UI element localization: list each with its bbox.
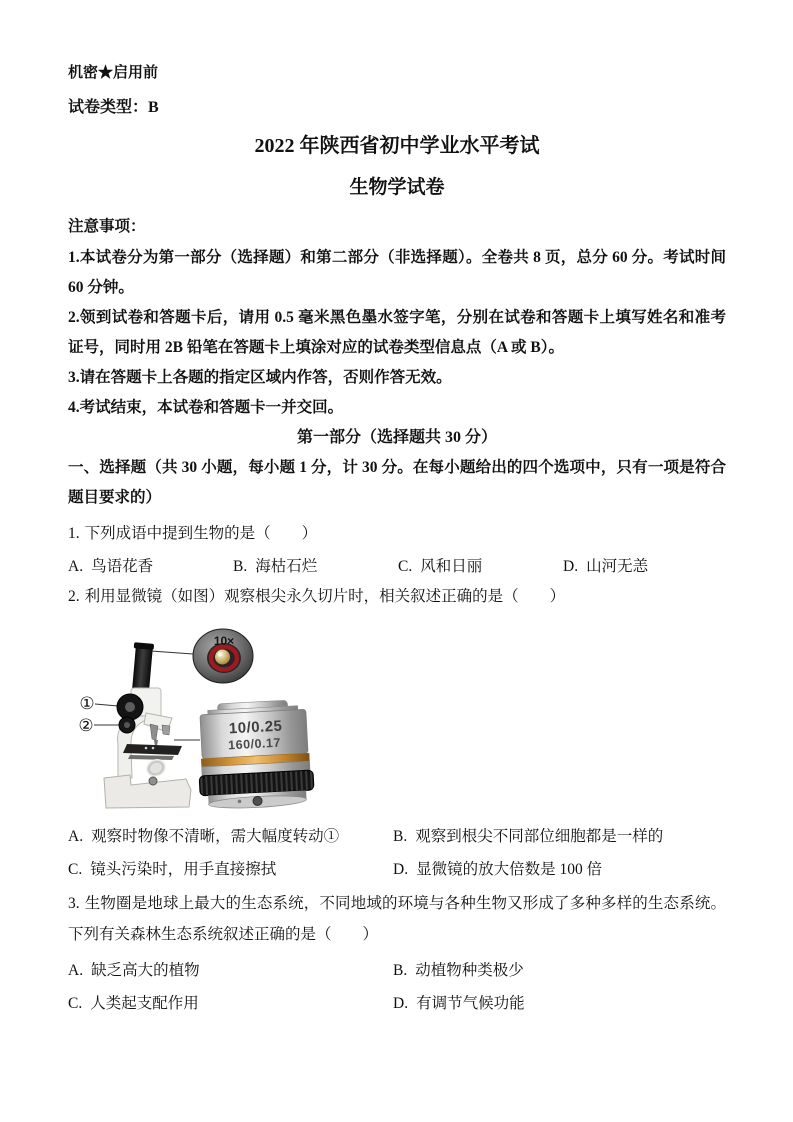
mirror-joint <box>149 777 157 785</box>
mirror <box>144 757 168 779</box>
paper-header <box>68 64 726 200</box>
option-text: 观察时物像不清晰，需大幅度转动① <box>91 828 340 845</box>
microscope-illustration <box>74 618 324 818</box>
option-text: 风和日丽 <box>420 558 483 575</box>
question-1 <box>68 519 726 582</box>
option-label: C. <box>68 861 83 878</box>
part1-heading: 第一部分（选择题共 30 分） <box>296 429 497 446</box>
option-a <box>68 954 393 987</box>
option-text: 观察到根尖不同部位细胞都是一样的 <box>415 828 664 845</box>
option-label: B. <box>233 558 248 575</box>
option-text: 显微镜的放大倍数是 100 倍 <box>416 861 603 878</box>
question-number: 3. <box>68 895 80 912</box>
objective-lens-photo <box>195 699 314 810</box>
eyepiece-lens <box>215 650 230 665</box>
option-text: 人类起支配作用 <box>90 995 199 1012</box>
notice-item-3: 3.请在答题卡上各题的指定区域内作答，否则作答无效。 <box>68 369 452 386</box>
option-text: 缺乏高大的植物 <box>91 962 200 979</box>
section1-intro: 一、选择题（共 30 小题，每小题 1 分，计 30 分。在每小题给出的四个选项中，只有一项是符合题目要求的） <box>68 459 726 506</box>
stage <box>123 744 182 755</box>
question-2-stem <box>68 582 726 612</box>
question-text: 生物圈是地球上最大的生态系统，不同地域的环境与各种生物又形成了多种多样的生态系统。下列有关森林生态系统叙述正确的是（ ） <box>68 895 726 943</box>
question-text: 下列成语中提到生物的是（ ） <box>84 525 318 542</box>
objective-on-scope <box>150 724 158 740</box>
option-a <box>68 552 233 582</box>
question-2-options <box>68 820 726 886</box>
question-number: 1. <box>68 525 80 542</box>
option-c <box>68 853 393 886</box>
question-1-stem <box>68 519 726 549</box>
option-label: C. <box>398 558 413 575</box>
objective-spec-line2: 160/0.17 <box>227 735 282 753</box>
question-3-options <box>68 954 726 1020</box>
option-d <box>563 552 648 582</box>
option-label: B. <box>393 962 408 979</box>
paper-type-label: 试卷类型：B <box>68 99 159 116</box>
callout-1: ① <box>79 694 95 713</box>
microscope-figure <box>74 618 324 818</box>
question-text: 利用显微镜（如图）观察根尖永久切片时，相关叙述正确的是（ ） <box>84 588 566 605</box>
eyepiece-tube <box>132 644 153 691</box>
objective-on-scope <box>162 725 170 735</box>
options-row <box>68 820 726 853</box>
option-label: C. <box>68 995 83 1012</box>
option-c <box>398 552 563 582</box>
option-b <box>393 954 524 987</box>
option-label: D. <box>563 558 579 575</box>
notice-item-4: 4.考试结束，本试卷和答题卡一并交回。 <box>68 399 344 416</box>
eyepiece-view <box>193 629 253 683</box>
question-2 <box>68 582 726 886</box>
question-3 <box>68 888 726 1020</box>
option-b <box>393 820 663 853</box>
question-1-options <box>68 552 726 582</box>
stage-shelf <box>128 755 174 760</box>
objective-spec-line1: 10/0.25 <box>228 717 283 738</box>
option-b <box>233 552 398 582</box>
option-label: A. <box>68 558 84 575</box>
exam-title: 2022 年陕西省初中学业水平考试 <box>254 135 540 157</box>
option-label: A. <box>68 962 84 979</box>
callout-2: ② <box>78 716 94 735</box>
question-3-stem <box>68 888 726 950</box>
eyepiece-magnification-label: 10× <box>213 634 235 648</box>
exam-subtitle: 生物学试卷 <box>349 177 445 198</box>
notice-heading: 注意事项： <box>68 218 146 235</box>
option-text: 鸟语花香 <box>91 558 154 575</box>
options-row <box>68 853 726 886</box>
notice-item-1: 1.本试卷分为第一部分（选择题）和第二部分（非选择题）。全卷共 8 页，总分 60 分。考试时间 60 分钟。 <box>68 249 726 296</box>
notice-item-2: 2.领到试卷和答题卡后，请用 0.5 毫米黑色墨水签字笔，分别在试卷和答题卡上填写姓名和准考证号，同时用 2B 铅笔在答题卡上填涂对应的试卷类型信息点（A 或 B）。 <box>68 309 726 356</box>
option-label: A. <box>68 828 84 845</box>
question-number: 2. <box>68 588 80 605</box>
option-text: 山河无恙 <box>586 558 649 575</box>
secrecy-label: 机密★启用前 <box>68 65 159 81</box>
option-d <box>393 987 525 1020</box>
objective-rear-aperture <box>253 796 262 805</box>
option-label: D. <box>393 995 409 1012</box>
option-text: 镜头污染时，用手直接擦拭 <box>90 861 277 878</box>
option-text: 海枯石烂 <box>255 558 318 575</box>
option-label: B. <box>393 828 408 845</box>
notice-section <box>68 217 726 423</box>
options-row <box>68 954 726 987</box>
option-text: 动植物种类极少 <box>415 962 524 979</box>
options-row <box>68 987 726 1020</box>
option-text: 有调节气候功能 <box>416 995 525 1012</box>
option-a <box>68 820 393 853</box>
option-label: D. <box>393 861 409 878</box>
microscope-base <box>104 775 191 808</box>
option-d <box>393 853 602 886</box>
option-c <box>68 987 393 1020</box>
